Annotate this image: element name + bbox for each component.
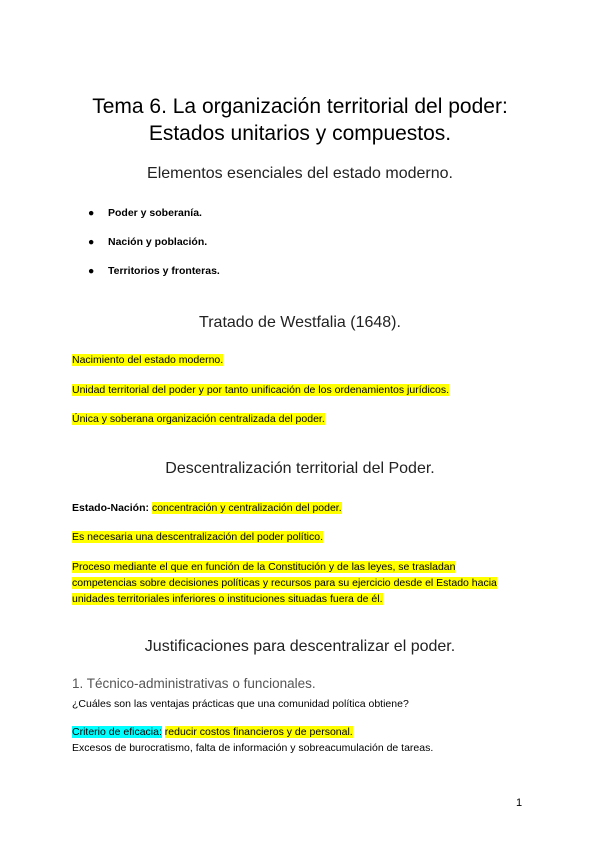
elements-list — [88, 205, 220, 292]
list-item: ● Nación y población. — [88, 236, 208, 248]
list-item: ● Poder y soberanía. — [88, 207, 202, 219]
paragraph: Proceso mediante el que en función de la Constitución y de las leyes, se trasladan competencias sobre decisiones políticas y recursos para su ejercicio desde el Estado hacia unidades territoriales inferiores o instituciones situadas fuera de él. — [72, 561, 497, 605]
list-item: ● Territorios y fronteras. — [88, 265, 220, 277]
section-heading-elementos: Elementos esenciales del estado moderno. — [147, 165, 453, 182]
section-heading-westfalia: Tratado de Westfalia (1648). — [199, 314, 401, 331]
title-line-1: Tema 6. La organización territorial del poder: — [92, 95, 508, 118]
paragraph: Es necesaria una descentralización del poder político. — [72, 531, 323, 543]
page-title — [0, 93, 600, 147]
bullet-icon: ● — [88, 265, 95, 277]
paragraph: Nacimiento del estado moderno. — [72, 354, 224, 366]
paragraph: Estado-Nación: concentración y centralización del poder. — [72, 502, 342, 514]
subheading-tecnico: 1. Técnico-administrativas o funcionales. — [72, 676, 316, 691]
section-heading-justificaciones: Justificaciones para descentralizar el poder. — [144, 638, 456, 655]
criterio-label: Criterio de eficacia: — [72, 726, 162, 738]
paragraph: ¿Cuáles son las ventajas prácticas que una comunidad política obtiene? — [72, 698, 409, 710]
section-heading-descentralizacion: Descentralización territorial del Poder. — [165, 460, 435, 477]
paragraph: Única y soberana organización centralizada del poder. — [72, 413, 325, 425]
paragraph: Excesos de burocratismo, falta de información y sobreacumulación de tareas. — [72, 742, 434, 754]
bullet-icon: ● — [88, 236, 95, 248]
bullet-icon: ● — [88, 207, 95, 219]
title-line-2: Estados unitarios y compuestos. — [148, 122, 452, 145]
paragraph: Criterio de eficacia: reducir costos financieros y de personal. — [72, 726, 353, 738]
page-number: 1 — [516, 797, 523, 809]
estado-nacion-label: Estado-Nación: — [72, 502, 150, 514]
paragraph: Unidad territorial del poder y por tanto unificación de los ordenamientos jurídicos. — [72, 384, 450, 396]
